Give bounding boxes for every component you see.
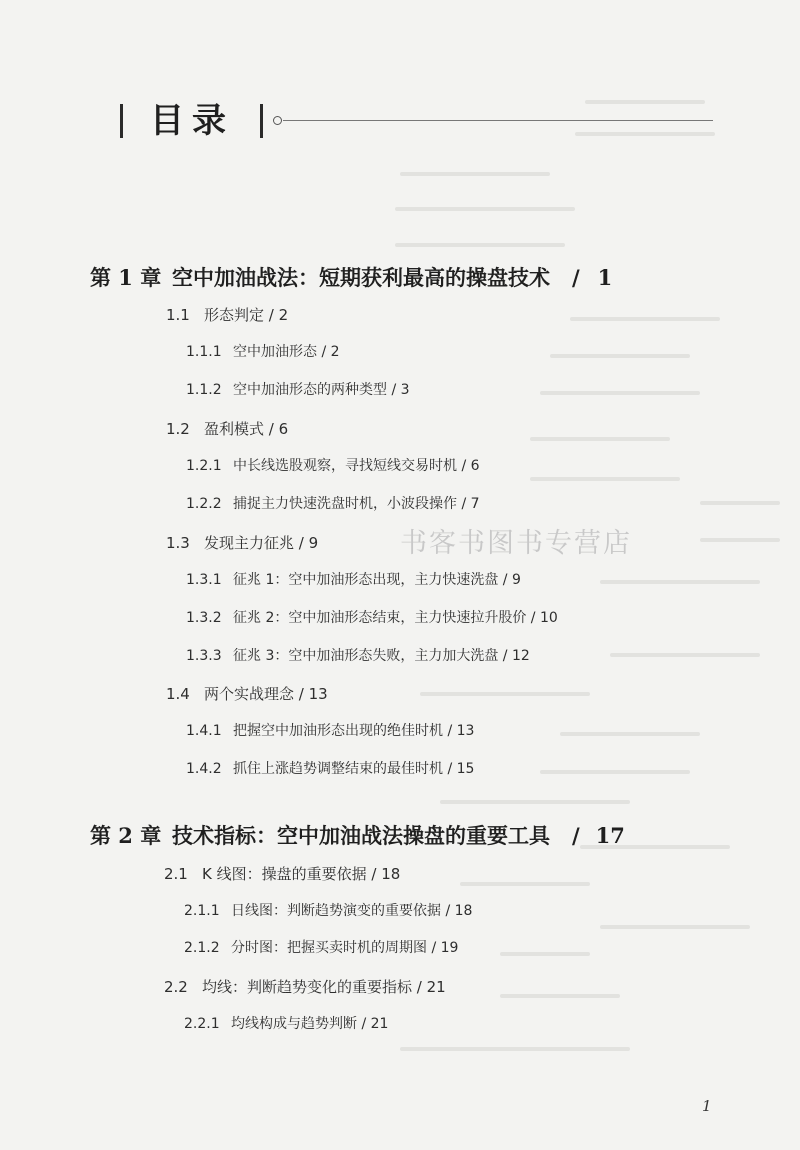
toc-title: 目录 [150, 101, 234, 141]
toc-subsection[interactable] [186, 645, 530, 665]
toc-section[interactable] [166, 304, 288, 325]
toc-subsection[interactable] [186, 720, 474, 740]
subsection-title: 中长线选股观察，寻找短线交易时机 / [233, 458, 467, 474]
section-number: 1.1 [166, 306, 190, 324]
section-title: K 线图：操盘的重要依据 / [202, 865, 377, 883]
subsection-number: 2.1.2 [184, 940, 220, 956]
toc-subsection[interactable] [186, 341, 340, 361]
toc-subsection[interactable] [184, 1013, 388, 1033]
page-number: 12 [511, 648, 530, 664]
page-number: 13 [456, 723, 475, 739]
subsection-title: 分时图：把握买卖时机的周期图 / [231, 940, 437, 956]
page-number: 2 [278, 306, 289, 324]
section-title: 两个实战理念 / [204, 685, 304, 703]
toc-subsection[interactable] [186, 758, 474, 778]
chapter-number: 第 1 章 [90, 265, 162, 290]
subsection-title: 空中加油形态 / [233, 344, 327, 360]
chapter-title: 空中加油战法：短期获利最高的操盘技术 [172, 265, 550, 290]
page-number: 21 [370, 1016, 389, 1032]
toc-subsection[interactable] [184, 900, 472, 920]
toc-subsection[interactable] [186, 493, 480, 513]
page-number: 13 [308, 685, 328, 703]
subsection-title: 征兆 3：空中加油形态失败，主力加大洗盘 / [233, 648, 508, 664]
title-left-bar [120, 104, 123, 138]
page-number: 2 [330, 344, 340, 360]
subsection-title: 抓住上涨趋势调整结束的最佳时机 / [233, 761, 453, 777]
subsection-number: 1.3.1 [186, 572, 222, 588]
page-separator: / [572, 265, 580, 290]
toc-chapter[interactable] [90, 820, 625, 850]
section-number: 2.1 [164, 865, 188, 883]
page-number: 18 [454, 903, 473, 919]
chapter-title: 技术指标：空中加油战法操盘的重要工具 [172, 823, 550, 848]
toc-subsection[interactable] [186, 569, 521, 589]
subsection-number: 1.2.1 [186, 458, 222, 474]
title-right-bar [260, 104, 263, 138]
subsection-title: 把握空中加油形态出现的绝佳时机 / [233, 723, 453, 739]
page-number: 19 [440, 940, 459, 956]
page-number: 1 [597, 265, 613, 290]
page-number: 18 [381, 865, 401, 883]
toc-header [118, 96, 718, 146]
page-number: 6 [278, 420, 289, 438]
subsection-number: 1.3.2 [186, 610, 222, 626]
title-rule-line [283, 120, 713, 121]
section-title: 形态判定 / [204, 306, 274, 324]
page-number: 6 [470, 458, 480, 474]
toc-subsection[interactable] [186, 455, 480, 475]
toc-section[interactable] [166, 532, 318, 553]
page-number: 21 [426, 978, 446, 996]
page-number: 9 [308, 534, 319, 552]
subsection-title: 征兆 2：空中加油形态结束，主力快速拉升股价 / [233, 610, 536, 626]
subsection-number: 1.4.1 [186, 723, 222, 739]
section-title: 发现主力征兆 / [204, 534, 304, 552]
folio-page-number: 1 [702, 1097, 712, 1115]
section-number: 2.2 [164, 978, 188, 996]
page-number: 9 [511, 572, 521, 588]
subsection-number: 2.1.1 [184, 903, 220, 919]
subsection-number: 1.2.2 [186, 496, 222, 512]
subsection-number: 2.2.1 [184, 1016, 220, 1032]
subsection-title: 均线构成与趋势判断 / [231, 1016, 367, 1032]
subsection-title: 日线图：判断趋势演变的重要依据 / [231, 903, 451, 919]
page-number: 7 [470, 496, 480, 512]
subsection-number: 1.1.2 [186, 382, 222, 398]
section-number: 1.4 [166, 685, 190, 703]
title-rule-circle [273, 116, 282, 125]
page-separator: / [572, 823, 580, 848]
store-watermark: 书客书图书专营店 [400, 528, 632, 559]
subsection-number: 1.3.3 [186, 648, 222, 664]
subsection-title: 征兆 1：空中加油形态出现，主力快速洗盘 / [233, 572, 508, 588]
subsection-number: 1.4.2 [186, 761, 222, 777]
toc-subsection[interactable] [184, 937, 458, 957]
toc-section[interactable] [164, 976, 446, 997]
section-number: 1.3 [166, 534, 190, 552]
chapter-number: 第 2 章 [90, 823, 162, 848]
subsection-title: 空中加油形态的两种类型 / [233, 382, 397, 398]
page-number: 10 [539, 610, 558, 626]
page-number: 15 [456, 761, 475, 777]
toc-section[interactable] [166, 683, 328, 704]
toc-subsection[interactable] [186, 379, 410, 399]
subsection-title: 捕捉主力快速洗盘时机，小波段操作 / [233, 496, 467, 512]
page-number: 17 [595, 823, 625, 848]
toc-section[interactable] [164, 863, 400, 884]
toc-subsection[interactable] [186, 607, 558, 627]
section-title: 盈利模式 / [204, 420, 274, 438]
toc-chapter[interactable] [90, 262, 612, 292]
page-number: 3 [400, 382, 410, 398]
toc-section[interactable] [166, 418, 288, 439]
section-title: 均线：判断趋势变化的重要指标 / [202, 978, 422, 996]
subsection-number: 1.1.1 [186, 344, 222, 360]
section-number: 1.2 [166, 420, 190, 438]
